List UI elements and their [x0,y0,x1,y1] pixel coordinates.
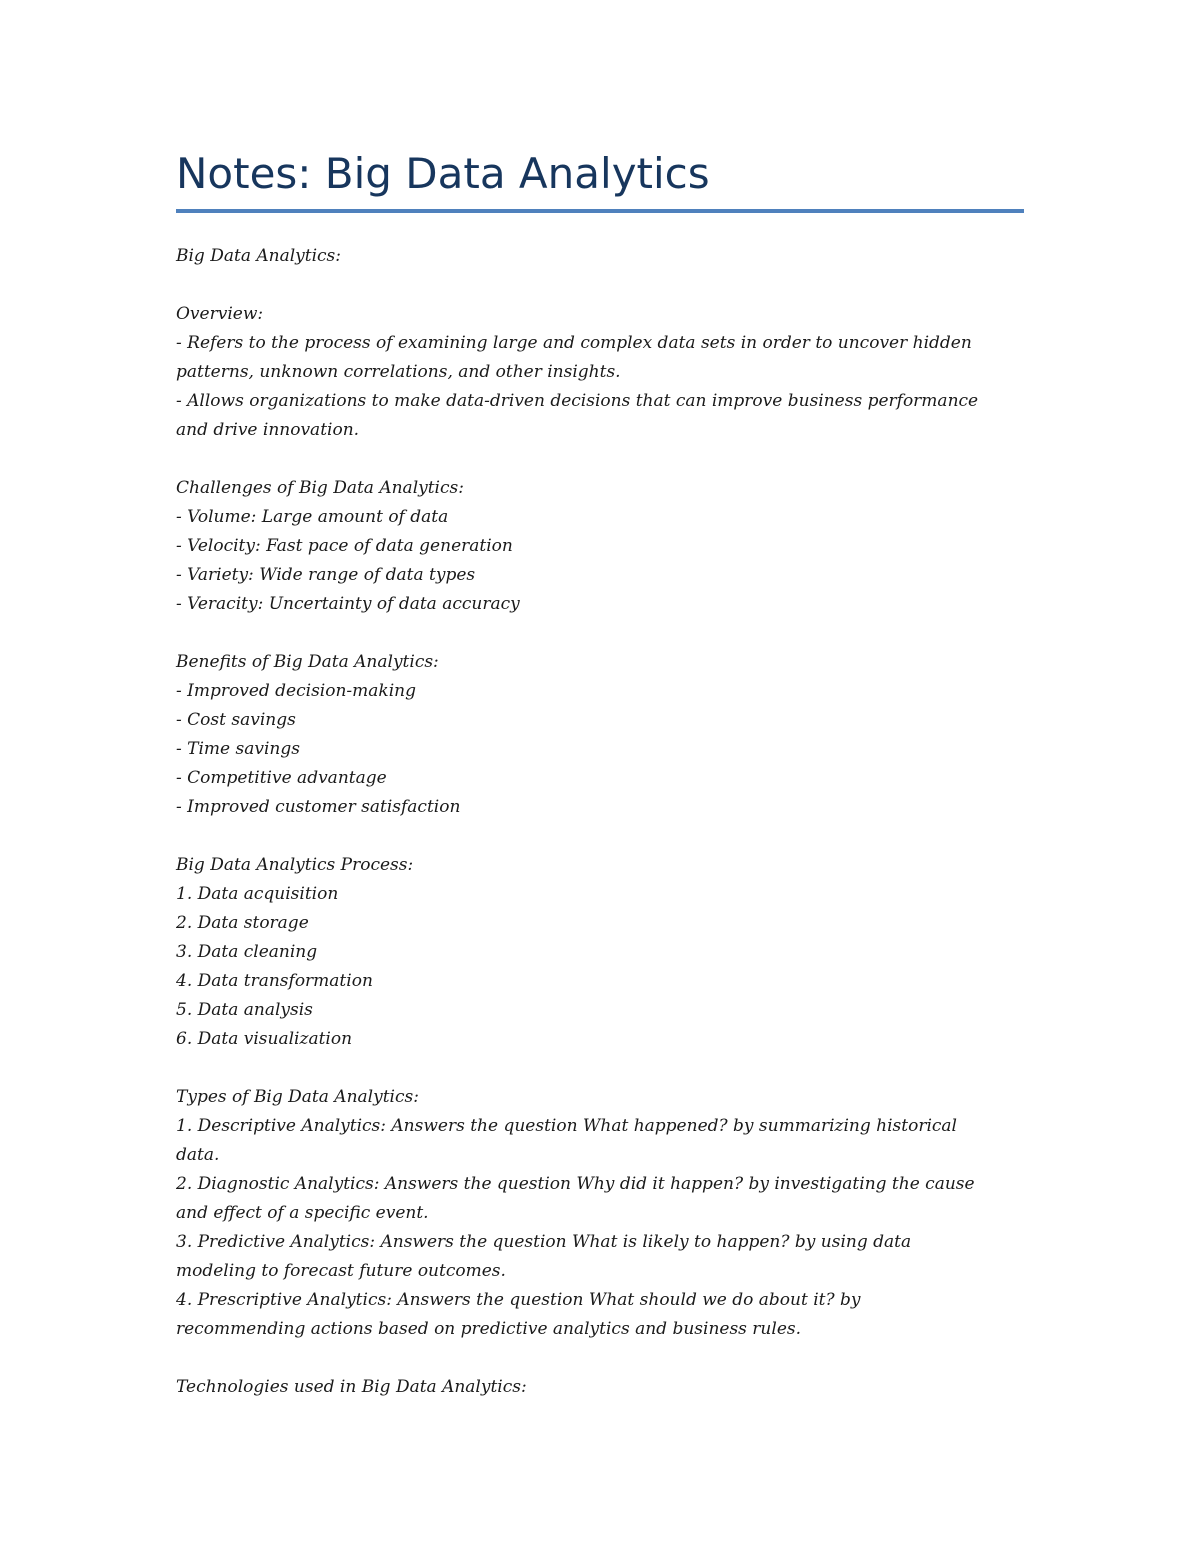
overview-line: - Refers to the process of examining large and complex data sets in order to uncover hidden [176,333,972,353]
types-heading: Types of Big Data Analytics: [176,1087,419,1107]
benefit-item: - Time savings [176,739,300,759]
benefits-heading: Benefits of Big Data Analytics: [176,652,439,672]
overview-line: and drive innovation. [176,420,360,440]
document-body [176,242,1024,1402]
types-line: 4. Prescriptive Analytics: Answers the question What should we do about it? by [176,1290,861,1310]
benefit-item: - Cost savings [176,710,296,730]
process-heading: Big Data Analytics Process: [176,855,414,875]
paragraph-gap [176,1054,1024,1083]
paragraph-gap [176,271,1024,300]
overview-line: patterns, unknown correlations, and other insights. [176,362,621,382]
process-step: 6. Data visualization [176,1029,353,1049]
overview-heading: Overview: [176,304,264,324]
types-line: modeling to forecast future outcomes. [176,1261,506,1281]
document-title: Notes: Big Data Analytics [176,149,710,198]
technologies-heading: Technologies used in Big Data Analytics: [176,1377,527,1397]
types-line: and effect of a specific event. [176,1203,429,1223]
challenge-item: - Velocity: Fast pace of data generation [176,536,513,556]
types-line: 2. Diagnostic Analytics: Answers the question Why did it happen? by investigating the cause [176,1174,975,1194]
paragraph-gap [176,822,1024,851]
paragraph-gap [176,445,1024,474]
types-line: recommending actions based on predictive analytics and business rules. [176,1319,802,1339]
challenge-item: - Veracity: Uncertainty of data accuracy [176,594,520,614]
types-line: 1. Descriptive Analytics: Answers the question What happened? by summarizing historical [176,1116,957,1136]
benefit-item: - Improved customer satisfaction [176,797,461,817]
process-step: 4. Data transformation [176,971,373,991]
challenges-heading: Challenges of Big Data Analytics: [176,478,464,498]
main-heading: Big Data Analytics: [176,246,341,266]
challenge-item: - Variety: Wide range of data types [176,565,476,585]
paragraph-gap [176,1344,1024,1373]
process-step: 5. Data analysis [176,1000,313,1020]
process-step: 1. Data acquisition [176,884,339,904]
challenge-item: - Volume: Large amount of data [176,507,449,527]
paragraph-gap [176,619,1024,648]
process-step: 2. Data storage [176,913,309,933]
benefit-item: - Competitive advantage [176,768,387,788]
types-line: data. [176,1145,220,1165]
process-step: 3. Data cleaning [176,942,318,962]
types-line: 3. Predictive Analytics: Answers the question What is likely to happen? by using data [176,1232,912,1252]
overview-line: - Allows organizations to make data-driven decisions that can improve business performance [176,391,979,411]
title-underline [176,209,1024,213]
benefit-item: - Improved decision-making [176,681,416,701]
